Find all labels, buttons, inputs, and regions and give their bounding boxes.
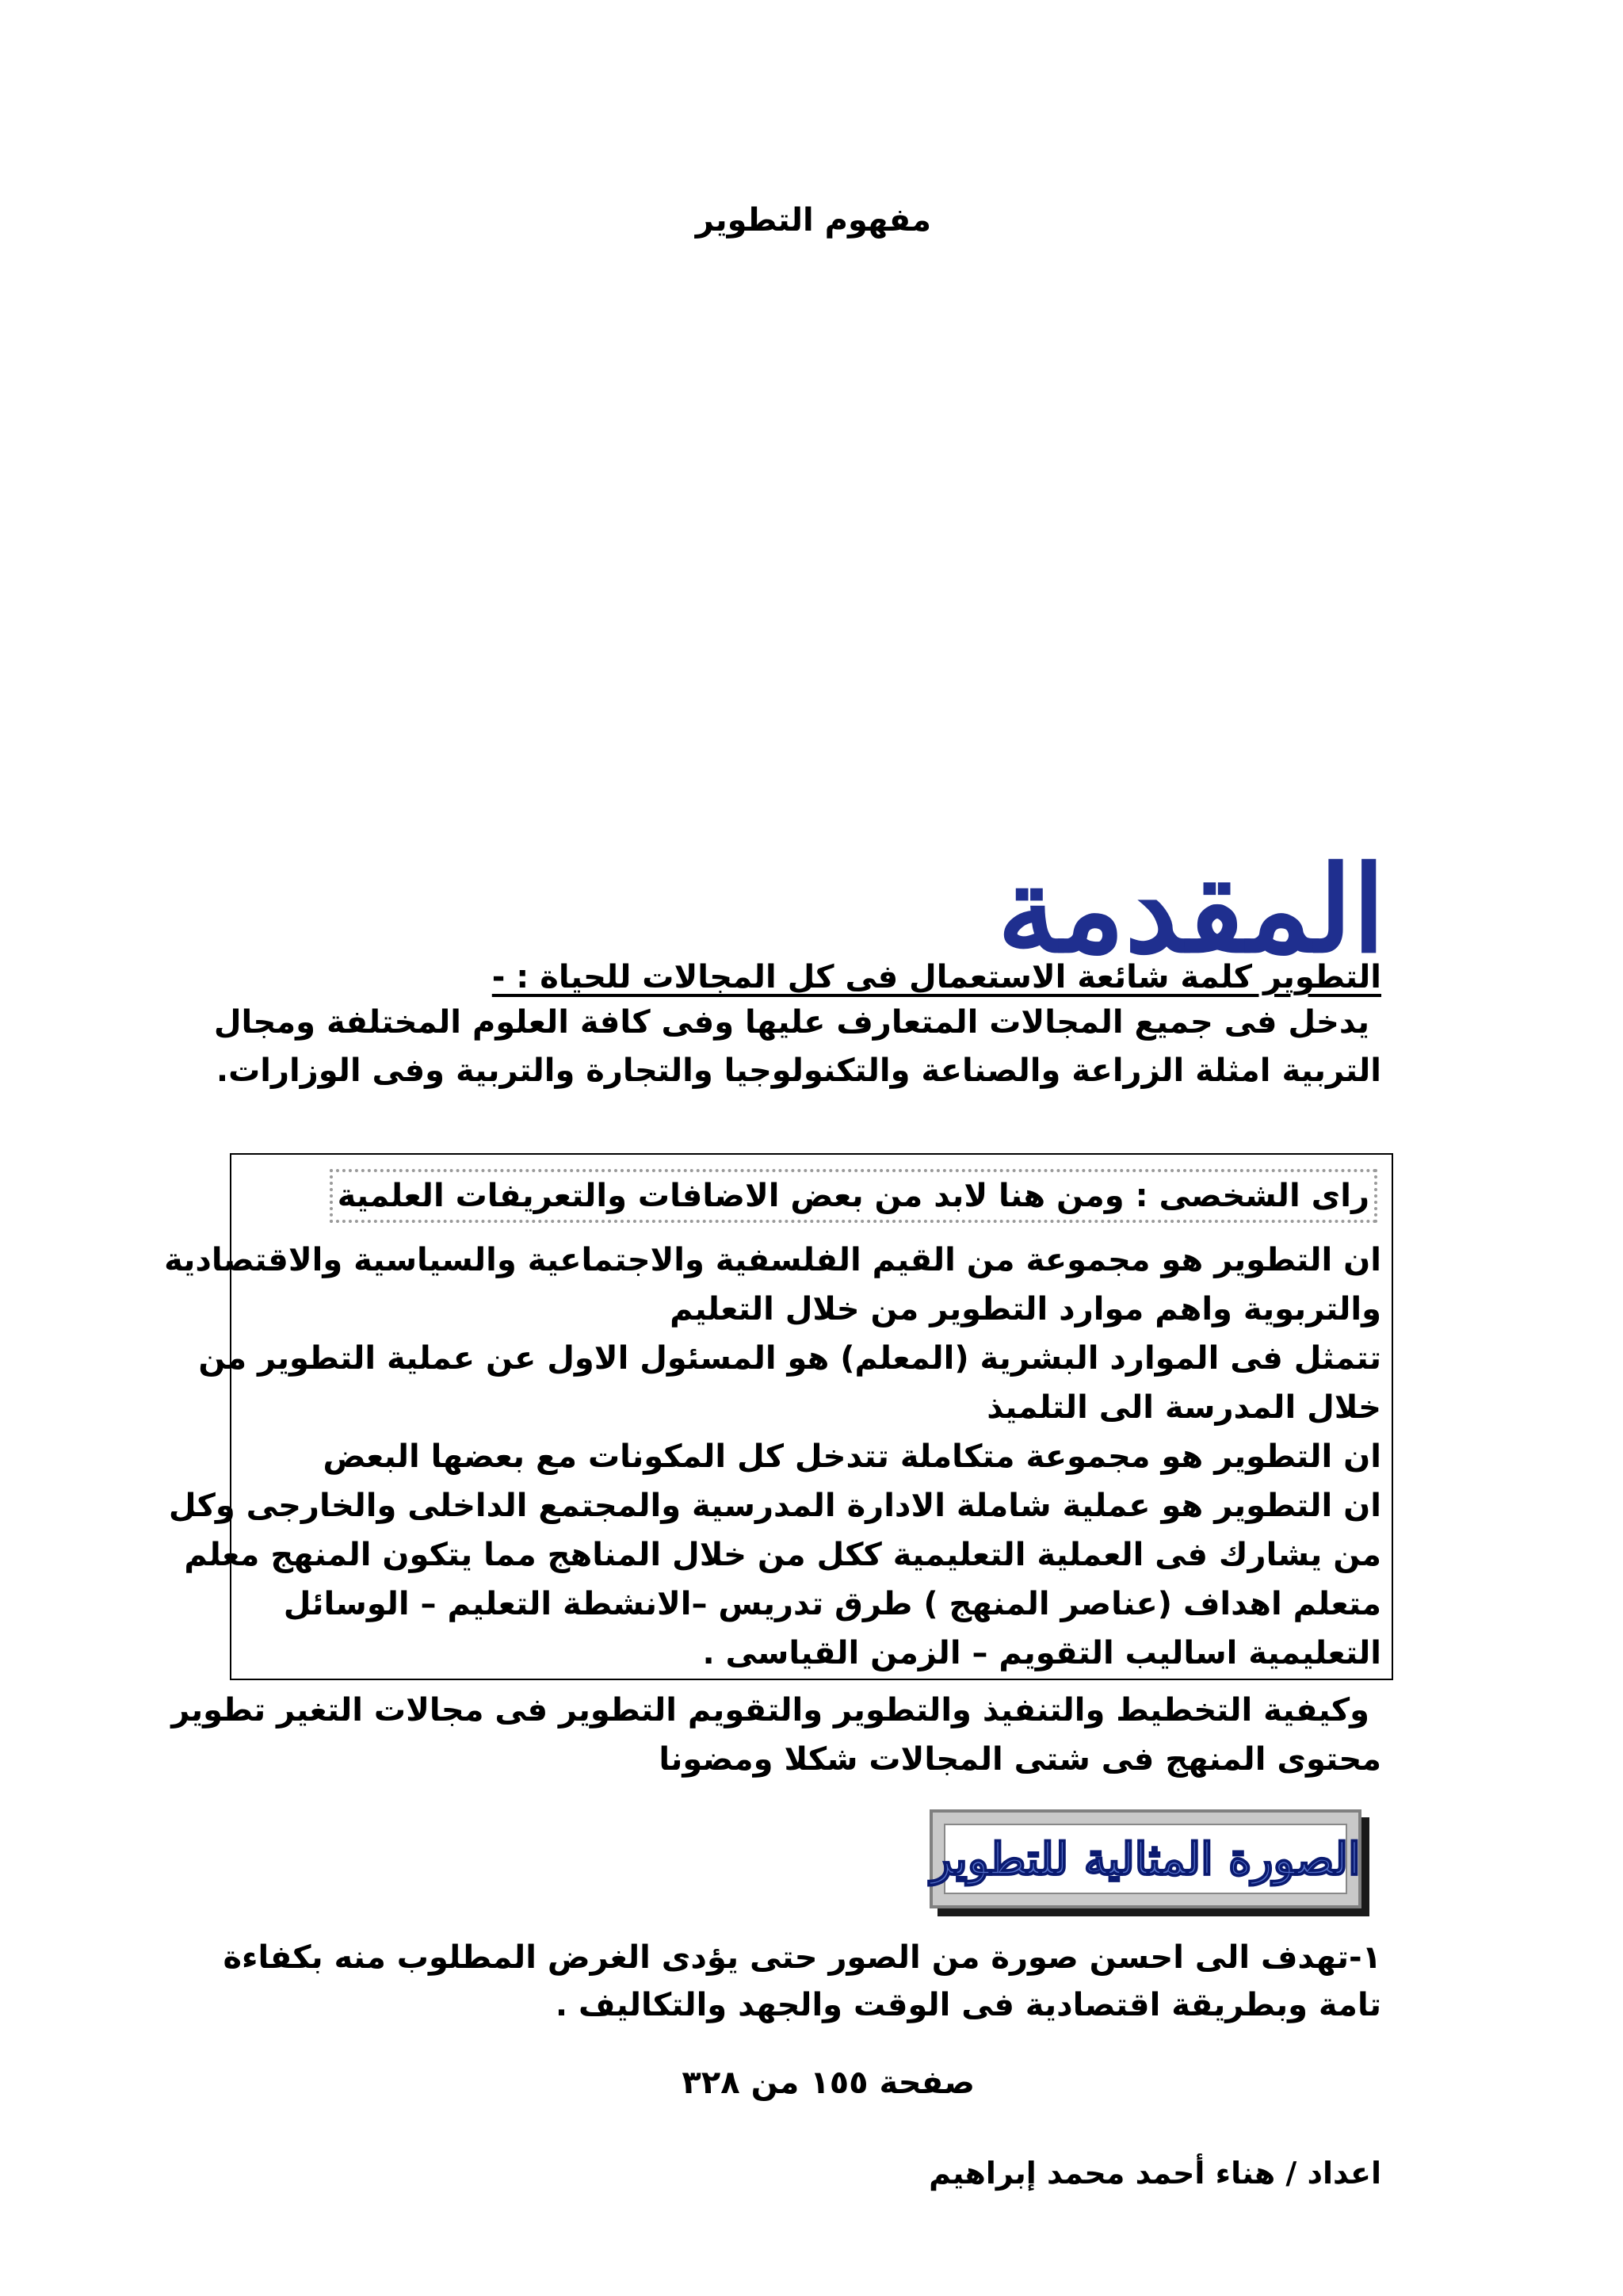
opinion-line: ان التطوير هو مجموعة متكاملة تتدخل كل المكونات مع بعضها البعض	[323, 1438, 1381, 1475]
opinion-line: ان التطوير هو مجموعة من القيم الفلسفية والاجتماعية والسياسية والاقتصادية	[164, 1242, 1381, 1278]
body-line: محتوى المنهج فى شتى المجالات شكلا ومضونا	[659, 1741, 1381, 1778]
intro-subheading: التطوير كلمة شائعة الاستعمال فى كل المجالات للحياة : -	[491, 959, 1381, 995]
goal-line: ١-تهدف الى احسن صورة من الصور حتى يؤدى الغرض المطلوب منه بكفاءة	[223, 1939, 1381, 1976]
opinion-line: ان التطوير هو عملية شاملة الادارة المدرسية والمجتمع الداخلى والخارجى وكل	[168, 1488, 1381, 1524]
opinion-heading: راى الشخصى : ومن هنا لابد من بعض الاضافات والتعريفات العلمية	[330, 1169, 1377, 1223]
opinion-line: متعلم اهداف (عناصر المنهج ) طرق تدريس –الانشطة التعليم – الوسائل	[283, 1586, 1381, 1622]
goal-line: تامة وبطريقة اقتصادية فى الوقت والجهد والتكاليف .	[555, 1987, 1381, 2023]
opinion-line: والتربوية واهم موارد التطوير من خلال التعليم	[670, 1291, 1381, 1328]
author-credit: اعداد / هناء أحمد محمد إبراهيم	[929, 2156, 1381, 2191]
page-number: صفحة ١٥٥ من ٣٢٨	[682, 2065, 975, 2101]
banner-title: الصورة المثالية للتطوير	[930, 1832, 1361, 1885]
opinion-line: تتمثل فى الموارد البشرية (المعلم) هو المسئول الاول عن عملية التطوير من	[198, 1340, 1381, 1377]
opinion-line: خلال المدرسة الى التلميذ	[987, 1389, 1381, 1426]
opinion-line: التعليمية اساليب التقويم – الزمن القياسى .	[702, 1635, 1381, 1671]
intro-heading: المقدمة	[997, 840, 1385, 980]
intro-line: التربية امثلة الزراعة والصناعة والتكنولوجيا والتجارة والتربية وفى الوزارات.	[216, 1052, 1381, 1089]
section-banner	[930, 1809, 1361, 1908]
body-line: وكيفية التخطيط والتنفيذ والتطوير والتقويم التطوير فى مجالات التغير تطوير	[171, 1692, 1369, 1729]
intro-line: يدخل فى جميع المجالات المتعارف عليها وفى كافة العلوم المختلفة ومجال	[213, 1004, 1369, 1041]
document-title: مفهوم التطوير	[695, 202, 931, 239]
banner-frame	[930, 1824, 1361, 1894]
opinion-line: من يشارك فى العملية التعليمية ككل من خلال المناهج مما يتكون المنهج معلم	[184, 1537, 1381, 1573]
